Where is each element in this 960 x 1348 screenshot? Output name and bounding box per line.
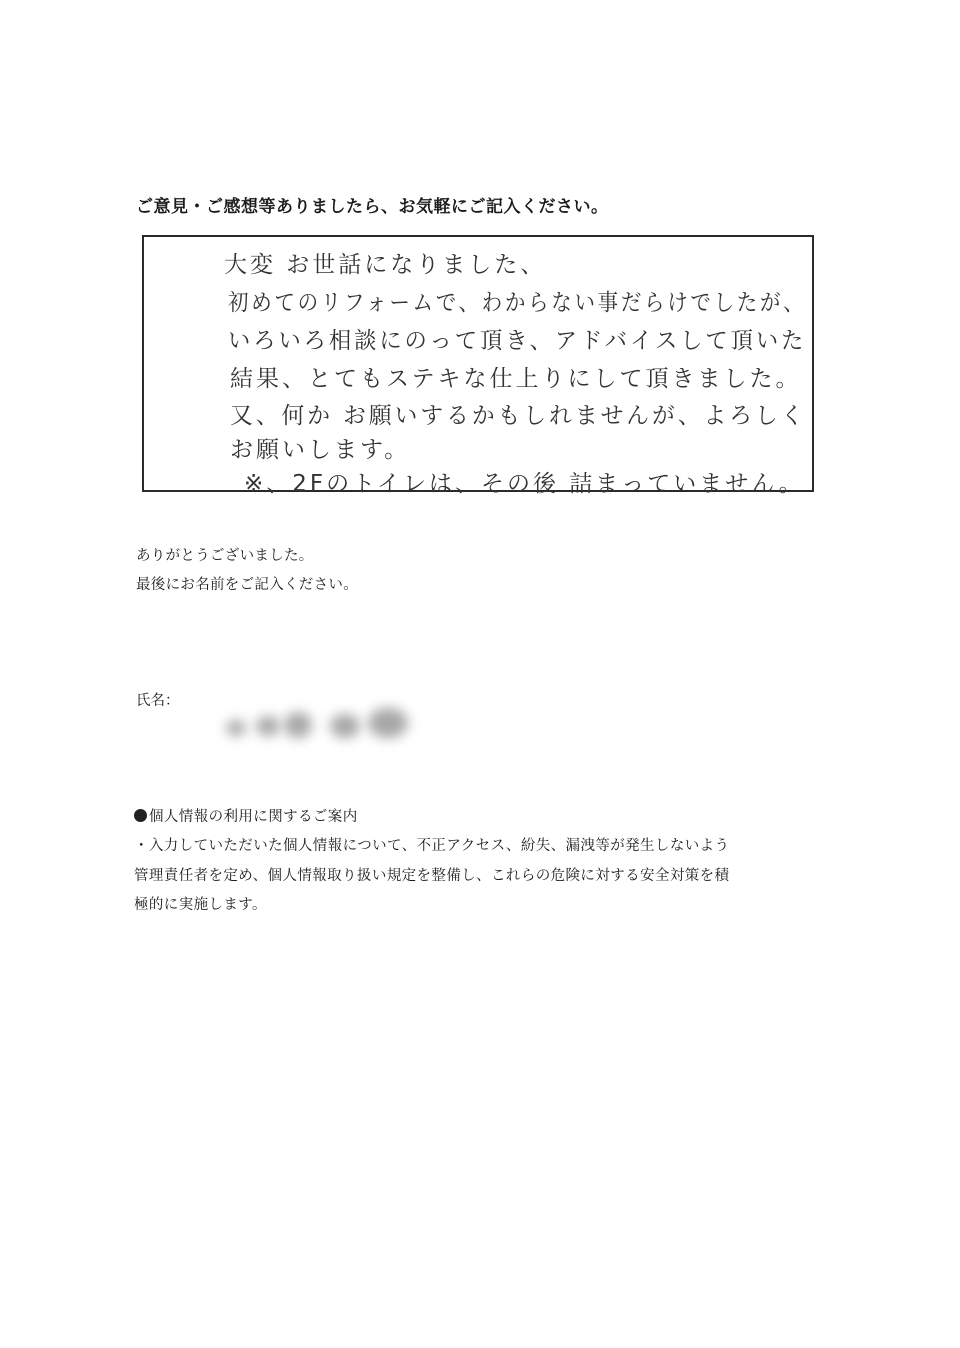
- privacy-heading: [134, 805, 358, 826]
- comment-line-1: 大変 お世話になりました、: [224, 252, 547, 278]
- privacy-body-line-2: 管理責任者を定め、個人情報取り扱い規定を整備し、これらの危険に対する安全対策を積: [134, 868, 730, 884]
- comment-line-5: 又、何か お願いするかもしれませんが、よろしく: [230, 403, 807, 429]
- bullet-icon: [134, 809, 147, 822]
- comment-line-6: お願いします。: [230, 437, 411, 463]
- privacy-body-line-1: ・入力していただいた個人情報について、不正アクセス、紛失、漏洩等が発生しないよう: [134, 838, 730, 854]
- privacy-heading-text: 個人情報の利用に関するご案内: [149, 809, 358, 825]
- name-request-text: 最後にお名前をご記入ください。: [136, 577, 358, 593]
- comment-line-3: いろいろ相談にのって頂き、アドバイスして頂いた: [228, 328, 807, 354]
- thanks-text: ありがとうございました。: [136, 548, 314, 564]
- comment-line-4: 結果、とてもステキな仕上りにして頂きました。: [230, 366, 802, 392]
- privacy-body-line-3: 極的に実施します。: [134, 897, 267, 913]
- blurred-signature: [222, 706, 418, 746]
- name-label: 氏名：: [136, 693, 180, 709]
- comment-line-2: 初めてのリフォームで、わからない事だらけでしたが、: [228, 290, 807, 316]
- comment-prompt: ご意見・ご感想等ありましたら、お気軽にご記入ください。: [136, 197, 609, 217]
- comment-line-7: ※、2Fのトイレは、その後 詰まっていません。: [244, 471, 805, 497]
